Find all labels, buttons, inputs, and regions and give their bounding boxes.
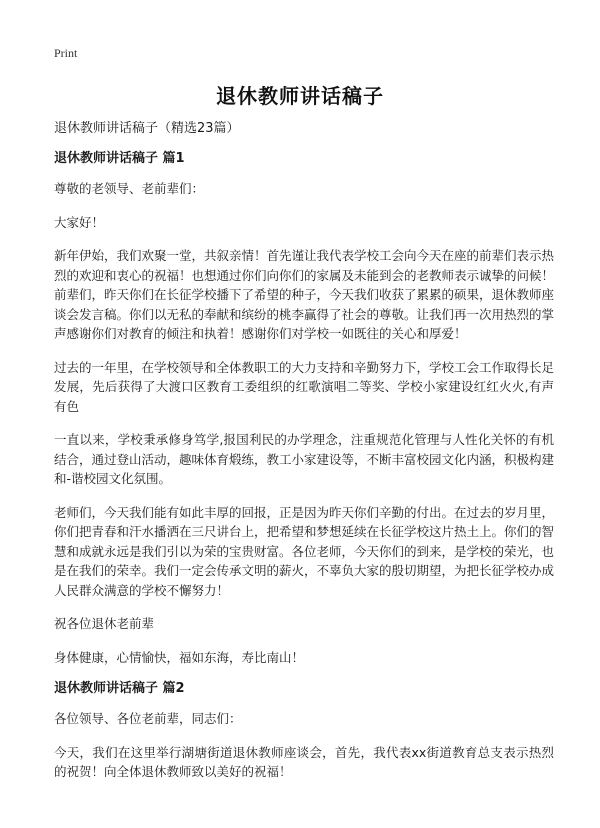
body-paragraph: 今天，我们在这里举行湖塘街道退休教师座谈会，首先，我代表xx街道教育总支表示热烈的祝贺！向全体退休教师致以美好的祝福！	[54, 744, 554, 779]
print-link[interactable]: Print	[54, 46, 78, 60]
page-title: 退休教师讲话稿子	[216, 84, 384, 108]
document-body	[54, 121, 554, 796]
body-paragraph: 过去的一年里，在学校领导和全体教职工的大力支持和辛勤努力下，学校工会工作取得长足发展，先后获得了大渡口区教育工委组织的红歌演唱二等奖、学校小家建设红红火火,有声有色	[54, 359, 555, 414]
document-subtitle: 退休教师讲话稿子（精选23篇）	[54, 121, 240, 136]
section-2	[54, 681, 554, 782]
body-paragraph: 老师们，今天我们能有如此丰厚的回报，正是因为昨天你们辛勤的付出。在过去的岁月里，你们把青春和汗水播洒在三尺讲台上，把希望和梦想延续在长征学校这片热土上。你们的智慧和成就永远是我们引以为荣的宝贵财富。各位老师，今天你们的到来，是学校的荣光，也是在我们的荣幸。我们一定会传承文明的薪火，不辜负大家的殷切期望，为把长征学校办成人民群众满意的学校不懈努力！	[54, 504, 555, 598]
section-heading: 退休教师讲话稿子 篇2	[54, 681, 185, 696]
section-heading: 退休教师讲话稿子 篇1	[54, 151, 185, 166]
blessing-paragraph: 身体健康，心情愉快，福如东海，寿比南山！	[54, 649, 305, 665]
salutation-paragraph: 各位领导、各位老前辈，同志们：	[54, 711, 242, 726]
section-1	[54, 151, 554, 667]
body-paragraph: 新年伊始，我们欢聚一堂，共叙亲情！首先谨让我代表学校工会向今天在座的前辈们表示热烈的欢迎和衷心的祝福！也想通过你们向你们的家属及未能到会的老教师表示诚挚的问候！前辈们，昨天你们在长征学校播下了希望的种子，今天我们收获了累累的硕果，退休教师座谈会发言稿。你们以无私的奉献和缤纷的桃李赢得了社会的尊敬。让我们再一次用热烈的掌声感谢你们对教育的倾注和执着！感谢你们对学校一如既往的关心和厚爱！	[54, 248, 555, 341]
salutation-paragraph: 尊敬的老领导、老前辈们：	[54, 181, 205, 196]
body-paragraph: 一直以来，学校秉承修身笃学,报国利民的办学理念，注重规范化管理与人性化关怀的有机结合，通过登山活动，趣味体育煅练，教工小家建设等，不断丰富校园文化内涵，积极构建和-谐校园文化氛围。	[54, 432, 555, 486]
greeting-paragraph: 大家好！	[54, 214, 105, 230]
blessing-paragraph: 祝各位退休老前辈	[54, 616, 155, 631]
